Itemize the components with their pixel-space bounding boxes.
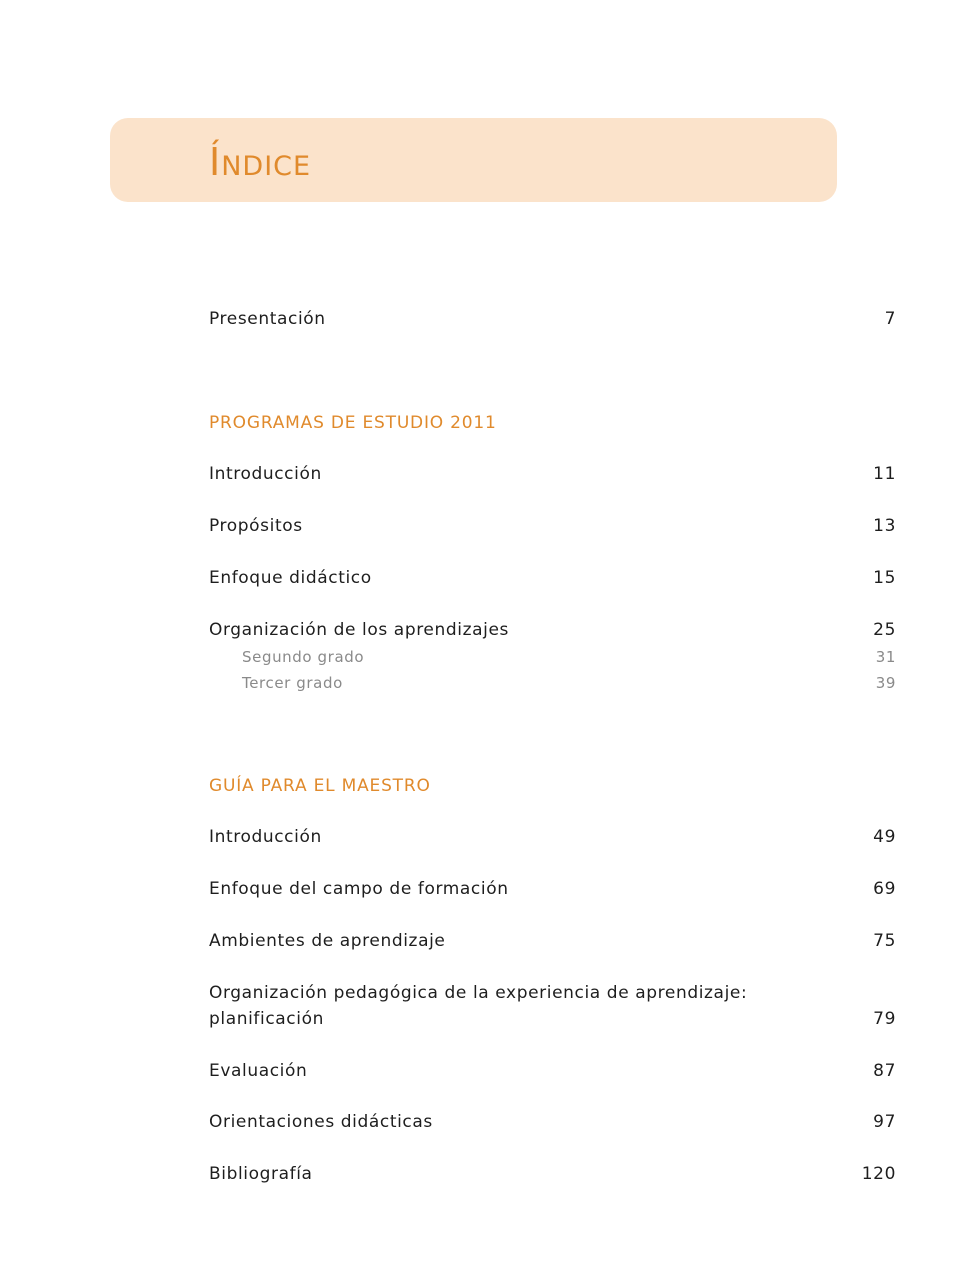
toc-entry-page: 7 (884, 309, 896, 329)
toc-entry-label: Enfoque del campo de formación (209, 879, 509, 899)
toc-entry-page: 69 (873, 879, 896, 899)
toc-entry-label: Introducción (209, 827, 322, 847)
section-heading-programas: PROGRAMAS DE ESTUDIO 2011 (209, 413, 497, 433)
toc-entry[interactable] (209, 928, 896, 954)
toc-entry-label: Propósitos (209, 516, 303, 536)
toc-entry[interactable] (209, 617, 896, 643)
toc-entry[interactable] (209, 980, 896, 1032)
page-title: Índice (209, 140, 312, 184)
toc-entry-presentacion[interactable] (209, 306, 896, 332)
toc-subentry-label: Tercer grado (242, 674, 343, 692)
toc-entry-page: 97 (873, 1112, 896, 1132)
toc-entry-page: 13 (873, 516, 896, 536)
toc-subentry-page: 39 (875, 674, 896, 692)
toc-entry[interactable] (209, 513, 896, 539)
toc-subentry-label: Segundo grado (242, 648, 365, 666)
toc-entry-label: Ambientes de aprendizaje (209, 931, 446, 951)
section-heading-guia: GUÍA PARA EL MAESTRO (209, 776, 431, 796)
toc-entry-page: 25 (873, 620, 896, 640)
toc-entry[interactable] (209, 824, 896, 850)
toc-entry-label: Introducción (209, 464, 322, 484)
toc-entry[interactable] (209, 876, 896, 902)
toc-entry-page: 11 (873, 464, 896, 484)
toc-entry[interactable] (209, 461, 896, 487)
toc-entry-label: Enfoque didáctico (209, 568, 372, 588)
toc-entry-page: 87 (873, 1061, 896, 1081)
toc-entry[interactable] (209, 1058, 896, 1084)
toc-subentry-page: 31 (875, 648, 896, 666)
toc-entry-page: 15 (873, 568, 896, 588)
toc-entry-page: 79 (873, 1009, 896, 1029)
toc-entry-label: Presentación (209, 309, 326, 329)
toc-entry-label: Organización pedagógica de la experiencia de aprendizaje: planificación (209, 983, 748, 1029)
toc-entry-label: Bibliografía (209, 1164, 313, 1184)
toc-subentry[interactable] (209, 672, 896, 694)
toc-entry-page: 75 (873, 931, 896, 951)
toc-subentry[interactable] (209, 646, 896, 668)
toc-entry[interactable] (209, 565, 896, 591)
toc-entry-label: Organización de los aprendizajes (209, 620, 509, 640)
toc-entry-page: 49 (873, 827, 896, 847)
toc-entry[interactable] (209, 1161, 896, 1187)
toc-entry-label: Evaluación (209, 1061, 308, 1081)
toc-entry[interactable] (209, 1109, 896, 1135)
toc-entry-label: Orientaciones didácticas (209, 1112, 433, 1132)
toc-entry-page: 120 (861, 1164, 896, 1184)
